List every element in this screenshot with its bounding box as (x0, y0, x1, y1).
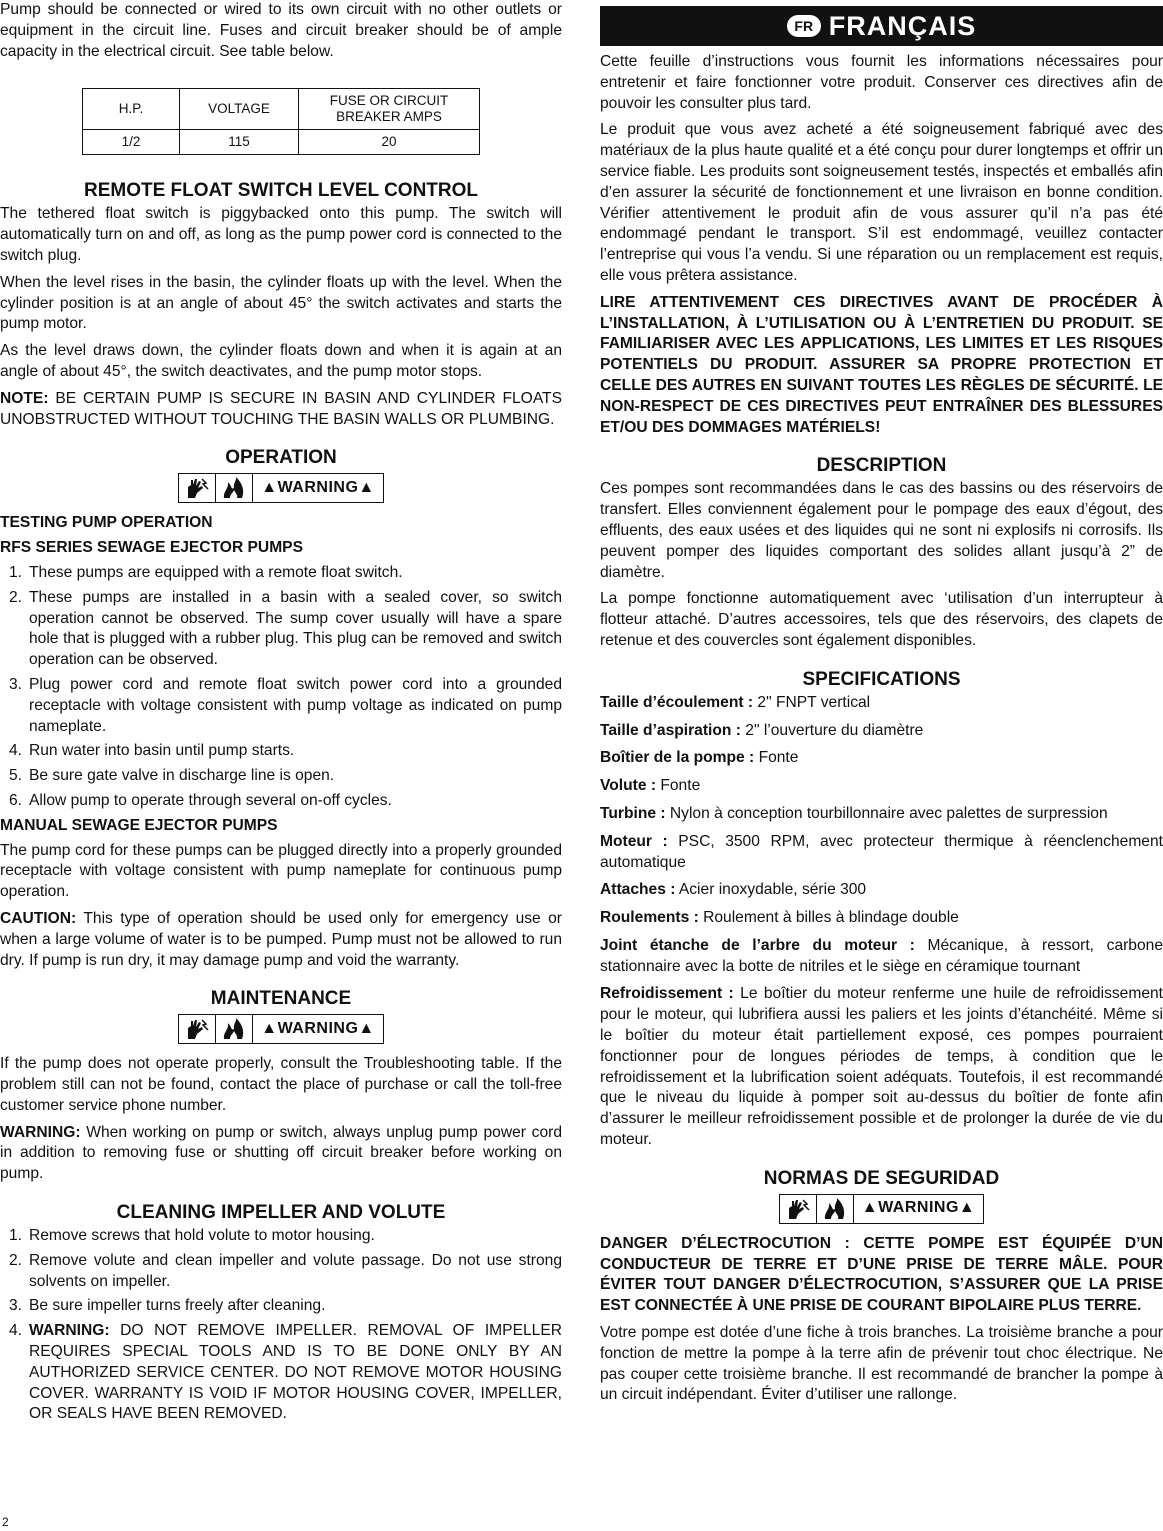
table-header-amps: FUSE OR CIRCUIT BREAKER AMPS (299, 89, 480, 130)
description-heading: DESCRIPTION (816, 455, 947, 477)
list-item: 3. Plug power cord and remote float switch power cord into a grounded receptacle with voltage consistent with pump voltage as indicated on pump nameplate. (9, 675, 562, 735)
warning-text: WARNING (277, 478, 359, 496)
warning-text: WARNING (878, 1199, 959, 1217)
warning-triangle-icon: ▲ (358, 478, 375, 496)
cleaning-heading: CLEANING IMPELLER AND VOLUTE (116, 1202, 446, 1224)
hand-shock-icon (780, 1195, 817, 1223)
testing-subheading: TESTING PUMP OPERATION (0, 514, 213, 532)
warning-triangle-icon: ▲ (261, 1019, 278, 1037)
maintenance-heading: MAINTENANCE (210, 988, 352, 1010)
warning-triangle-icon: ▲ (261, 478, 278, 496)
manual-subheading: MANUAL SEWAGE EJECTOR PUMPS (0, 816, 278, 834)
page-number: 2 (2, 1515, 9, 1529)
table-cell-voltage: 115 (180, 130, 299, 155)
hand-shock-icon (179, 474, 216, 502)
remote-float-p1: The tethered float switch is piggybacked onto this pump. The switch will automatically turn on and off, as long as the pump power cord is connected to the switch plug. (0, 205, 562, 264)
description-p2: La pompe fonctionne automatiquement avec ‘utilisation d’un interrupteur à flotteur attaché. D’autres accessoires, tels que des réservoirs, des clapets de retenue et des couvercles sont également disponibles. (600, 590, 1163, 649)
list-item: 6. Allow pump to operate through several on-off cycles. (9, 791, 392, 809)
normas-heading: NORMAS DE SEGURIDAD (763, 1167, 1000, 1189)
rfs-subheading: RFS SERIES SEWAGE EJECTOR PUMPS (0, 539, 303, 557)
spec-item: Moteur : PSC, 3500 RPM, avec protecteur thermique à réenclenchement automatique (600, 832, 1163, 871)
specifications-heading: SPECIFICATIONS (802, 668, 961, 690)
remote-float-p3: As the level draws down, the cylinder floats down and when it is again at an angle of about 45°, the switch deactivates, and the pump motor stops. (0, 342, 562, 380)
list-item: 3. Be sure impeller turns freely after cleaning. (9, 1297, 326, 1315)
warning-triangle-icon: ▲ (358, 1019, 375, 1037)
maintenance-p1: If the pump does not operate properly, consult the Troubleshooting table. If the problem still can not be found, contact the place of purchase or call the toll-free customer service phone number. (0, 1055, 562, 1114)
operation-warning-box (0, 473, 562, 503)
language-banner (600, 6, 1163, 46)
warning-label (854, 1195, 984, 1223)
fire-hazard-icon (817, 1195, 854, 1223)
warning-label (253, 474, 383, 502)
list-item: 1. These pumps are equipped with a remote float switch. (9, 563, 403, 581)
intro-paragraph: Pump should be connected or wired to its own circuit with no other outlets or equipment in the circuit line. Fuses and circuit breaker should be of ample capacity in the electrical circuit. See table below. (0, 1, 562, 60)
operation-steps (0, 563, 562, 812)
list-item: 4. Run water into basin until pump starts. (9, 742, 295, 760)
right-column (600, 0, 1163, 1412)
hand-shock-icon (179, 1015, 216, 1043)
fr-intro-p2: Le produit que vous avez acheté a été soigneusement fabriqué avec des matériaux de la plus haute qualité et a été conçu pour durer longtemps et offrir un service fiable. Les produits sont soigneusement testés, inspectés et emballés afin d’en assurer la sécurité de fonctionnement et une livraison en bonne condition. Vérifier attentivement le produit afin de vous assurer qu’il n’a pas été endommagé pendant le transport. S’il est endommagé, veuillez contacter l’entreprise qui vous l’a vendu. Si une réparation ou un remplacement est requis, elle vous prêtera assistance. (600, 121, 1163, 284)
warning-label (253, 1015, 383, 1043)
fr-intro-p1: Cette feuille d’instructions vous fournit les informations nécessaires pour entretenir et faire fonctionner votre produit. Conserver ces directives afin de pouvoir les consulter plus tard. (600, 53, 1163, 112)
operation-heading: OPERATION (225, 447, 337, 469)
warning-triangle-icon: ▲ (958, 1199, 976, 1217)
maintenance-warning-paragraph (0, 1123, 562, 1185)
spec-item: Refroidissement : Le boîtier du moteur renferme une huile de refroidissement pour le moteur, qui lubrifiera aussi les paliers et les joints d’étanchéité. Même si le boîtier du moteur était partiellement exposé, ces pompes pourraient fonctionner pour de longues périodes de temps, à condition que le refroidissement et la lubrification soient adéquats. Toutefois, il est recommandé que le niveau du liquide à pomper soit au-dessus du boîtier de fonte afin d’assurer le meilleur refroidissement possible et de prolonger la durée de vie du moteur. (600, 985, 1163, 1149)
description-p1: Ces pompes sont recommandées dans le cas des bassins ou des réservoirs de transfert. Elles conviennent également pour le pompage des eaux d’égout, des effluents, des eaux usées et des liquides qui ne sont ni explosifs ni corrosifs. Ils peuvent pomper des liquides comportant des solides allant jusqu’à 2” de diamètre. (600, 480, 1163, 581)
manual-paragraph: The pump cord for these pumps can be plugged directly into a properly grounded receptacle with voltage consistent with pump nameplate for continuous pump operation. (0, 841, 562, 901)
note-text: BE CERTAIN PUMP IS SECURE IN BASIN AND CYLINDER FLOATS UNOBSTRUCTED WITHOUT TOUCHING THE BASIN WALLS OR PLUMBING. (0, 389, 562, 428)
spec-item: Taille d’aspiration : 2" l’ouverture du diamètre (600, 721, 924, 739)
normas-warning-box (600, 1194, 1163, 1224)
caution-text: This type of operation should be used only for emergency use or when a large volume of water is to be pumped. Pump must not be allowed to run dry. If pump is run dry, it may damage pump and void the warranty. (0, 909, 562, 969)
spec-item: Volute : Fonte (600, 777, 701, 795)
maintenance-warning-text: When working on pump or switch, always unplug pump power cord in addition to removing fuse or shutting off circuit breaker before working on pump. (0, 1123, 562, 1183)
maintenance-warning-label: WARNING: (0, 1123, 81, 1141)
spec-item: Boîtier de la pompe : Fonte (600, 749, 799, 767)
table-cell-amps: 20 (299, 130, 480, 155)
danger-paragraph: DANGER D’ÉLECTROCUTION : CETTE POMPE EST ÉQUIPÉE D’UN CONDUCTEUR DE TERRE ET D’UNE PRISE DE TERRE MÂLE. POUR ÉVITER TOUT DANGER D’ÉLECTROCUTION, S’ASSURER QUE LA PRISE EST CONNECTÉE À UNE PRISE DE COURANT BIPOLAIRE PLUS TERRE. (600, 1234, 1163, 1315)
spec-item: Attaches : Acier inoxydable, série 300 (600, 881, 867, 899)
table-header-hp: H.P. (83, 89, 180, 130)
fuse-table (82, 88, 480, 155)
caution-paragraph (0, 909, 562, 971)
maintenance-warning-box (0, 1014, 562, 1044)
table-cell-hp: 1/2 (83, 130, 180, 155)
left-column (0, 0, 562, 1429)
cleaning-steps (0, 1226, 562, 1425)
table-header-voltage: VOLTAGE (180, 89, 299, 130)
list-item: 2. These pumps are installed in a basin with a sealed cover, so switch operation cannot be observed. The sump cover usually will have a spare hole that is plugged with a rubber plug. This plug can be removed and switch operation can be observed. (9, 588, 562, 669)
list-item: 2. Remove volute and clean impeller and volute passage. Do not use strong solvents on impeller. (9, 1251, 562, 1290)
spec-item: Joint étanche de l’arbre du moteur : Mécanique, à ressort, carbone stationnaire avec la botte de nitriles et le siège en céramique tournant (600, 936, 1163, 975)
remote-float-note (0, 389, 562, 431)
fire-hazard-icon (216, 474, 253, 502)
banner-title: FRANÇAIS (828, 10, 977, 41)
fire-hazard-icon (216, 1015, 253, 1043)
spec-item: Roulements : Roulement à billes à blindage double (600, 909, 959, 927)
remote-float-heading: REMOTE FLOAT SWITCH LEVEL CONTROL (83, 180, 479, 202)
normas-paragraph: Votre pompe est dotée d’une fiche à trois branches. La troisième branche a pour fonction de mettre la pompe à la terre afin de prévenir tout choc électrique. Ne pas couper cette troisième branche. Il est recommandé de brancher la pompe à un circuit indépendant. Éviter d’utiliser une rallonge. (600, 1324, 1163, 1404)
list-item: 4. WARNING: DO NOT REMOVE IMPELLER. REMOVAL OF IMPELLER REQUIRES SPECIAL TOOLS AND IS TO BE DONE ONLY BY AN AUTHORIZED SERVICE CENTER. DO NOT REMOVE MOTOR HOUSING COVER. WARRANTY IS VOID IF MOTOR HOUSING COVER, IMPELLER, OR SEALS HAVE BEEN REMOVED. (9, 1322, 562, 1423)
table-header-row (83, 89, 480, 130)
fr-warning-caps: LIRE ATTENTIVEMENT CES DIRECTIVES AVANT DE PROCÉDER À L’INSTALLATION, À L’UTILISATION OU À L’ENTRETIEN DU PRODUIT. SE FAMILIARISER AVEC LES APPLICATIONS, LES LIMITES ET LES RISQUES POTENTIELS DU PRODUIT. ASSURER SA PROPRE PROTECTION ET CELLE DES AUTRES EN SUIVANT TOUTES LES RÈGLES DE SÉCURITÉ. LE NON-RESPECT DE CES DIRECTIVES PEUT ENTRAÎNER DES BLESSURES ET/OU DES DOMMAGES MATÉRIELS! (600, 293, 1163, 436)
note-label: NOTE: (0, 389, 49, 407)
fr-badge: FR (787, 15, 821, 37)
spec-item: Turbine : Nylon à conception tourbillonnaire avec palettes de surpression (600, 804, 1108, 822)
spec-item: Taille d’écoulement : 2" FNPT vertical (600, 693, 871, 711)
warning-triangle-icon: ▲ (861, 1199, 879, 1217)
table-row (83, 130, 480, 155)
remote-float-p2: When the level rises in the basin, the cylinder floats up with the level. When the cylinder position is at an angle of about 45° the switch activates and starts the pump motor. (0, 273, 562, 333)
list-item: 1. Remove screws that hold volute to motor housing. (9, 1227, 375, 1245)
caution-label: CAUTION: (0, 909, 77, 927)
list-item: 5. Be sure gate valve in discharge line is open. (9, 767, 335, 785)
warning-text: WARNING (277, 1019, 359, 1037)
